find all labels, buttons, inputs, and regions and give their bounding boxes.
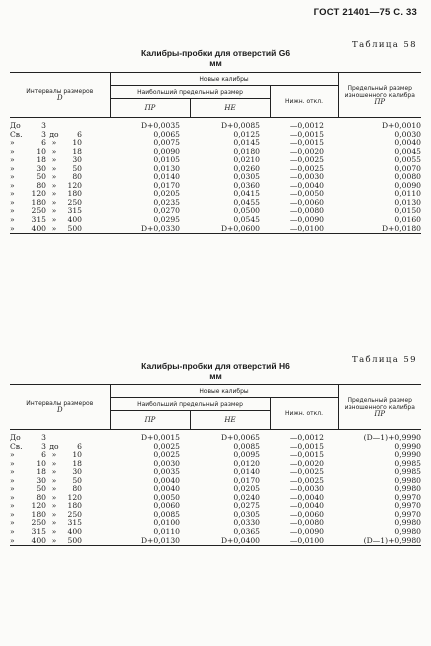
cell-pr: 0,0065 — [153, 129, 180, 139]
interval-part-a: » — [10, 215, 15, 225]
interval-part-c: » — [51, 215, 57, 225]
interval-part-b: 50 — [36, 484, 46, 494]
cell-worn: 0,9980 — [394, 518, 421, 528]
interval-part-c: » — [51, 206, 57, 216]
cell-ne: 0,0305 — [233, 172, 260, 182]
cell-worn: 0,9985 — [394, 467, 421, 477]
interval-part-b: 30 — [36, 163, 46, 173]
interval-part-c: » — [51, 535, 57, 545]
cell-worn: 0,0040 — [394, 138, 421, 148]
col-intervals: Интервалы размеров D — [10, 73, 110, 118]
col-max-limit: Наибольший предельный размер — [110, 86, 270, 99]
interval-part-a: » — [10, 509, 15, 519]
cell-lower-dev: —0,0060 — [289, 197, 324, 207]
cell-worn: 0,9980 — [394, 527, 421, 537]
cell-ne: 0,0210 — [233, 155, 260, 165]
interval-part-c: до — [49, 441, 59, 451]
interval-part-d: 315 — [67, 518, 82, 528]
interval-part-b: 315 — [31, 527, 46, 537]
interval-part-a: » — [10, 223, 15, 233]
table-59-label: Таблица 59 — [352, 355, 417, 365]
cell-pr: 0,0030 — [153, 458, 180, 468]
interval-part-a: » — [10, 458, 15, 468]
cell-worn: 0,0070 — [394, 163, 421, 173]
interval-part-b: 6 — [41, 450, 46, 460]
interval-part-c: » — [51, 223, 57, 233]
cell-worn: D+0,0180 — [338, 225, 421, 234]
cell-pr: 0,0040 — [153, 475, 180, 485]
cell-lower-dev: —0,0025 — [289, 163, 324, 173]
interval-part-b: 50 — [36, 172, 46, 182]
interval-part-a: » — [10, 146, 15, 156]
cell-lower-dev: —0,0100 — [270, 225, 338, 234]
cell-pr: 0,0040 — [153, 484, 180, 494]
cell-pr: 0,0110 — [153, 527, 180, 537]
interval-part-d: 120 — [67, 492, 82, 502]
cell-lower-dev: —0,0020 — [289, 458, 324, 468]
interval-part-d: 400 — [67, 215, 82, 225]
cell-interval — [10, 207, 110, 216]
interval-part-a: » — [10, 467, 15, 477]
cell-interval — [10, 443, 110, 452]
cell-interval — [10, 165, 110, 174]
interval-part-d: 400 — [67, 527, 82, 537]
interval-part-d: 30 — [72, 467, 82, 477]
interval-part-a: » — [10, 518, 15, 528]
cell-interval — [10, 156, 110, 165]
interval-part-d: 10 — [72, 138, 82, 148]
interval-part-b: 400 — [31, 223, 46, 233]
interval-part-d: 6 — [77, 441, 82, 451]
col-ne: НЕ — [190, 411, 270, 430]
interval-part-c: » — [51, 509, 57, 519]
interval-part-b: 3 — [41, 129, 46, 139]
interval-part-a: » — [10, 475, 15, 485]
interval-part-c: » — [51, 475, 57, 485]
cell-worn: 0,9980 — [394, 475, 421, 485]
table-58-label: Таблица 58 — [352, 40, 417, 50]
interval-part-c: » — [51, 172, 57, 182]
cell-lower-dev: —0,0090 — [289, 527, 324, 537]
cell-interval — [10, 131, 110, 140]
cell-ne: 0,0120 — [233, 458, 260, 468]
cell-pr: 0,0205 — [153, 189, 180, 199]
interval-part-c: » — [51, 197, 57, 207]
cell-pr: 0,0295 — [153, 215, 180, 225]
cell-worn: D+0,0010 — [381, 121, 421, 130]
table-row — [10, 537, 421, 546]
cell-ne: 0,0205 — [233, 484, 260, 494]
cell-ne: 0,0365 — [233, 527, 260, 537]
cell-worn: 0,9970 — [394, 501, 421, 511]
cell-lower-dev: —0,0015 — [289, 129, 324, 139]
cell-interval — [10, 537, 110, 546]
cell-worn: 0,9990 — [394, 450, 421, 460]
cell-ne: 0,0305 — [233, 509, 260, 519]
cell-ne: 0,0330 — [233, 518, 260, 528]
cell-ne: D+0,0600 — [190, 225, 270, 234]
table-row — [10, 225, 421, 234]
interval-part-c: до — [49, 129, 59, 139]
interval-part-b: 80 — [36, 180, 46, 190]
cell-lower-dev: —0,0080 — [289, 518, 324, 528]
cell-worn: 0,9970 — [394, 492, 421, 502]
cell-worn: 0,0160 — [394, 215, 421, 225]
cell-ne: D+0,0065 — [220, 433, 260, 442]
col-worn: Предельный размер изношенного калибра ПР — [338, 73, 421, 118]
cell-ne: 0,0275 — [233, 501, 260, 511]
cell-pr: 0,0060 — [153, 501, 180, 511]
cell-interval — [10, 477, 110, 486]
interval-part-b: 6 — [41, 138, 46, 148]
col-new-gauges: Новые калибры — [110, 73, 338, 86]
interval-part-c: » — [51, 492, 57, 502]
cell-lower-dev: —0,0090 — [289, 215, 324, 225]
cell-lower-dev: —0,0050 — [289, 189, 324, 199]
interval-part-b: 3 — [41, 121, 46, 130]
cell-ne: D+0,0400 — [190, 537, 270, 546]
cell-interval — [10, 173, 110, 182]
cell-pr: 0,0235 — [153, 197, 180, 207]
cell-lower-dev: —0,0100 — [270, 537, 338, 546]
table-59-unit: мм — [209, 371, 222, 381]
cell-lower-dev: —0,0020 — [289, 146, 324, 156]
interval-part-b: 18 — [36, 155, 46, 165]
interval-part-c: » — [51, 467, 57, 477]
cell-worn: (D—1)+0,9980 — [338, 537, 421, 546]
cell-worn: 0,9980 — [394, 484, 421, 494]
cell-worn: 0,0090 — [394, 180, 421, 190]
cell-worn: 0,0030 — [394, 129, 421, 139]
interval-part-a: » — [10, 484, 15, 494]
interval-part-a: » — [10, 206, 15, 216]
interval-part-d: 80 — [72, 172, 82, 182]
cell-lower-dev: —0,0030 — [289, 172, 324, 182]
cell-pr: 0,0085 — [153, 509, 180, 519]
interval-part-c: » — [51, 189, 57, 199]
col-lower-dev: Нижн. откл. — [270, 398, 338, 430]
interval-part-a: » — [10, 535, 15, 545]
cell-pr: 0,0140 — [153, 172, 180, 182]
interval-part-b: 180 — [31, 509, 46, 519]
interval-part-b: 250 — [31, 518, 46, 528]
interval-part-c: » — [51, 163, 57, 173]
interval-part-a: Св. — [10, 129, 23, 139]
cell-worn: 0,9985 — [394, 458, 421, 468]
interval-part-d: 250 — [67, 197, 82, 207]
col-pr: ПР — [110, 99, 190, 118]
interval-part-a: » — [10, 492, 15, 502]
cell-worn: 0,9990 — [394, 441, 421, 451]
interval-part-b: 3 — [41, 433, 46, 442]
cell-interval — [10, 430, 110, 443]
cell-lower-dev: —0,0012 — [289, 433, 324, 442]
table-58-unit: мм — [209, 58, 222, 68]
interval-part-b: 3 — [41, 441, 46, 451]
page-header: ГОСТ 21401—75 С. 33 — [313, 7, 417, 18]
interval-part-b: 120 — [31, 501, 46, 511]
cell-ne: 0,0170 — [233, 475, 260, 485]
interval-part-d: 315 — [67, 206, 82, 216]
interval-part-b: 18 — [36, 467, 46, 477]
cell-lower-dev: —0,0040 — [289, 180, 324, 190]
cell-pr: 0,0130 — [153, 163, 180, 173]
cell-lower-dev: —0,0025 — [289, 155, 324, 165]
cell-interval — [10, 451, 110, 460]
cell-ne: 0,0125 — [233, 129, 260, 139]
cell-pr: 0,0025 — [153, 450, 180, 460]
col-worn: Предельный размер изношенного калибра ПР — [338, 385, 421, 430]
cell-interval — [10, 468, 110, 477]
interval-part-a: До — [10, 121, 21, 130]
cell-pr: 0,0050 — [153, 492, 180, 502]
cell-interval — [10, 225, 110, 234]
cell-interval — [10, 502, 110, 511]
cell-worn: 0,0150 — [394, 206, 421, 216]
cell-pr: D+0,0015 — [140, 433, 180, 442]
cell-lower-dev: —0,0015 — [289, 138, 324, 148]
cell-worn: 0,0080 — [394, 172, 421, 182]
interval-part-c: » — [51, 450, 57, 460]
cell-interval — [10, 182, 110, 191]
cell-ne: 0,0260 — [233, 163, 260, 173]
interval-part-a: » — [10, 527, 15, 537]
cell-ne: 0,0360 — [233, 180, 260, 190]
interval-part-b: 80 — [36, 492, 46, 502]
interval-part-c: » — [51, 180, 57, 190]
cell-ne: 0,0095 — [233, 450, 260, 460]
interval-part-d: 30 — [72, 155, 82, 165]
interval-part-c: » — [51, 146, 57, 156]
cell-ne: 0,0240 — [233, 492, 260, 502]
interval-part-d: 6 — [77, 129, 82, 139]
interval-part-c: » — [51, 484, 57, 494]
interval-part-d: 500 — [67, 223, 82, 233]
cell-pr: D+0,0130 — [110, 537, 190, 546]
cell-worn: 0,0045 — [394, 146, 421, 156]
interval-part-a: » — [10, 180, 15, 190]
cell-pr: 0,0075 — [153, 138, 180, 148]
interval-part-b: 180 — [31, 197, 46, 207]
table-row — [10, 118, 421, 131]
interval-part-c: » — [51, 155, 57, 165]
cell-worn: (D—1)+0,9990 — [363, 433, 421, 442]
interval-part-d: 50 — [72, 475, 82, 485]
interval-part-a: » — [10, 163, 15, 173]
interval-part-c: » — [51, 458, 57, 468]
table-58 — [10, 72, 421, 234]
cell-ne: 0,0415 — [233, 189, 260, 199]
cell-lower-dev: —0,0012 — [289, 121, 324, 130]
cell-interval — [10, 190, 110, 199]
cell-pr: 0,0100 — [153, 518, 180, 528]
table-58-body — [10, 118, 421, 234]
interval-part-c: » — [51, 501, 57, 511]
interval-part-b: 10 — [36, 458, 46, 468]
cell-interval — [10, 148, 110, 157]
interval-part-c: » — [51, 138, 57, 148]
interval-part-d: 50 — [72, 163, 82, 173]
cell-pr: 0,0035 — [153, 467, 180, 477]
interval-part-d: 180 — [67, 501, 82, 511]
cell-interval — [10, 118, 110, 131]
table-row — [10, 430, 421, 443]
cell-ne: 0,0085 — [233, 441, 260, 451]
cell-interval — [10, 199, 110, 208]
interval-part-b: 315 — [31, 215, 46, 225]
interval-part-a: До — [10, 433, 21, 442]
cell-interval — [10, 139, 110, 148]
interval-part-d: 18 — [72, 458, 82, 468]
table-59-title: Калибры-пробки для отверстий H6 — [141, 361, 290, 371]
cell-lower-dev: —0,0040 — [289, 501, 324, 511]
interval-part-b: 10 — [36, 146, 46, 156]
interval-part-a: » — [10, 450, 15, 460]
cell-lower-dev: —0,0025 — [289, 467, 324, 477]
interval-part-d: 120 — [67, 180, 82, 190]
cell-lower-dev: —0,0030 — [289, 484, 324, 494]
cell-interval — [10, 519, 110, 528]
cell-interval — [10, 216, 110, 225]
cell-interval — [10, 485, 110, 494]
col-new-gauges: Новые калибры — [110, 385, 338, 398]
cell-lower-dev: —0,0060 — [289, 509, 324, 519]
interval-part-a: » — [10, 501, 15, 511]
cell-lower-dev: —0,0015 — [289, 441, 324, 451]
cell-pr: 0,0170 — [153, 180, 180, 190]
interval-part-b: 400 — [31, 535, 46, 545]
cell-ne: 0,0545 — [233, 215, 260, 225]
interval-part-d: 180 — [67, 189, 82, 199]
cell-pr: D+0,0330 — [110, 225, 190, 234]
cell-worn: 0,9970 — [394, 509, 421, 519]
cell-worn: 0,0110 — [394, 189, 421, 199]
table-59-body — [10, 430, 421, 546]
interval-part-d: 80 — [72, 484, 82, 494]
interval-part-d: 10 — [72, 450, 82, 460]
cell-ne: D+0,0085 — [220, 121, 260, 130]
interval-part-a: » — [10, 197, 15, 207]
cell-lower-dev: —0,0025 — [289, 475, 324, 485]
cell-interval — [10, 528, 110, 537]
cell-pr: 0,0270 — [153, 206, 180, 216]
col-pr: ПР — [110, 411, 190, 430]
col-intervals: Интервалы размеров D — [10, 385, 110, 430]
cell-lower-dev: —0,0080 — [289, 206, 324, 216]
cell-worn: 0,0055 — [394, 155, 421, 165]
cell-lower-dev: —0,0040 — [289, 492, 324, 502]
cell-ne: 0,0145 — [233, 138, 260, 148]
cell-ne: 0,0500 — [233, 206, 260, 216]
col-lower-dev: Нижн. откл. — [270, 86, 338, 118]
cell-ne: 0,0140 — [233, 467, 260, 477]
interval-part-a: Св. — [10, 441, 23, 451]
cell-lower-dev: —0,0015 — [289, 450, 324, 460]
cell-pr: 0,0105 — [153, 155, 180, 165]
interval-part-c: » — [51, 518, 57, 528]
cell-interval — [10, 460, 110, 469]
interval-part-b: 30 — [36, 475, 46, 485]
table-59 — [10, 384, 421, 546]
interval-part-a: » — [10, 172, 15, 182]
interval-part-d: 500 — [67, 535, 82, 545]
col-ne: НЕ — [190, 99, 270, 118]
cell-ne: 0,0455 — [233, 197, 260, 207]
interval-part-a: » — [10, 155, 15, 165]
cell-interval — [10, 511, 110, 520]
interval-part-b: 250 — [31, 206, 46, 216]
cell-pr: D+0,0035 — [140, 121, 180, 130]
interval-part-b: 120 — [31, 189, 46, 199]
interval-part-d: 250 — [67, 509, 82, 519]
interval-part-a: » — [10, 189, 15, 199]
col-max-limit: Наибольший предельный размер — [110, 398, 270, 411]
interval-part-d: 18 — [72, 146, 82, 156]
table-58-title: Калибры-пробки для отверстий G6 — [140, 48, 291, 58]
interval-part-c: » — [51, 527, 57, 537]
cell-ne: 0,0180 — [233, 146, 260, 156]
cell-pr: 0,0025 — [153, 441, 180, 451]
interval-part-a: » — [10, 138, 15, 148]
cell-worn: 0,0130 — [394, 197, 421, 207]
cell-pr: 0,0090 — [153, 146, 180, 156]
cell-interval — [10, 494, 110, 503]
